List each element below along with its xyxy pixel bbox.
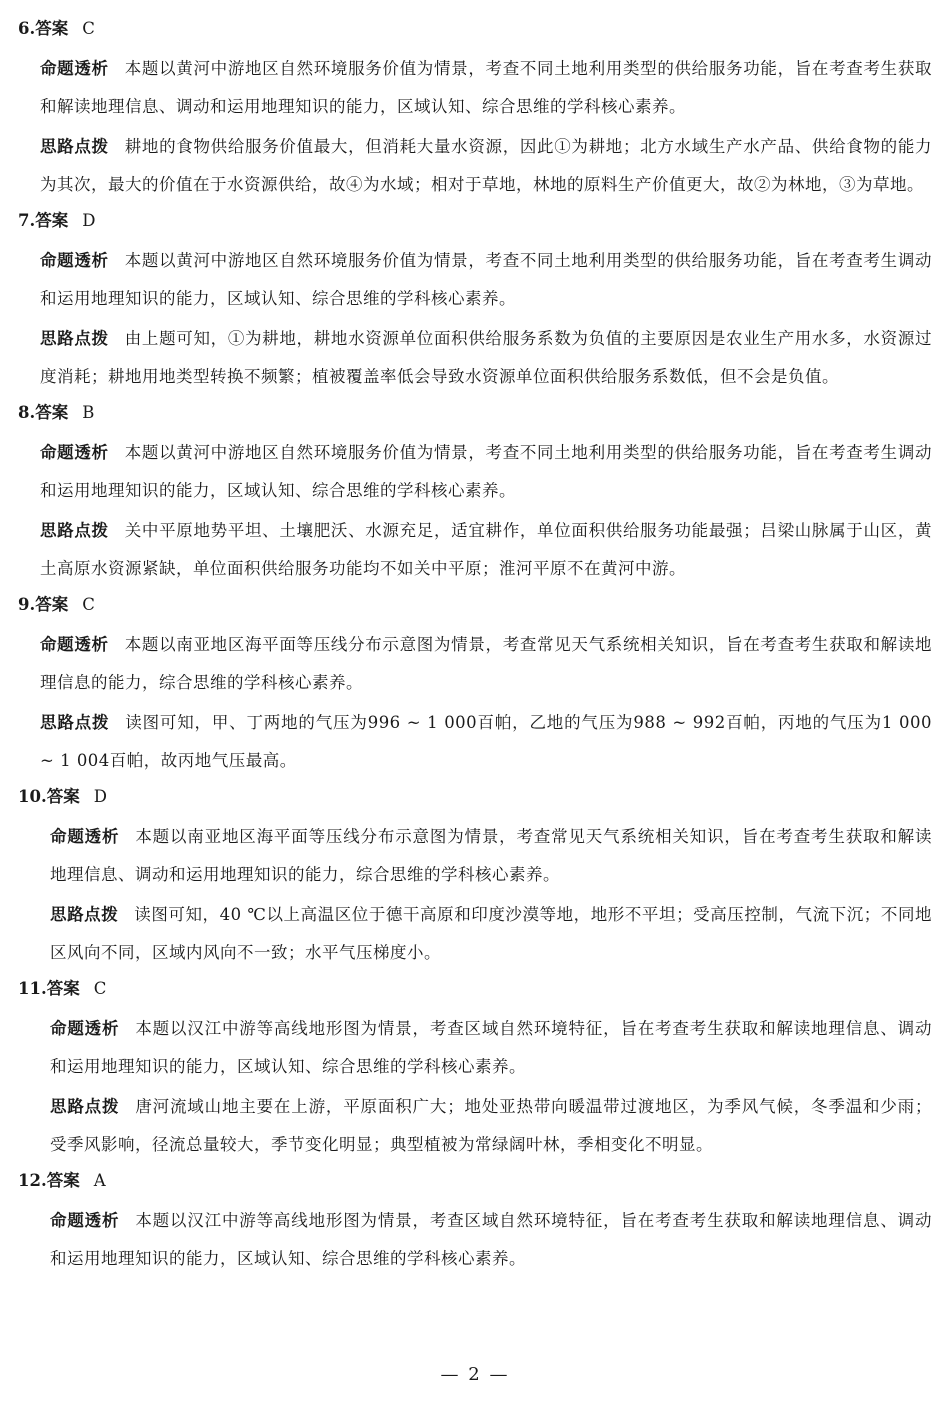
answer-label: 答案 — [46, 979, 80, 998]
intent-label: 命题透析 — [40, 59, 109, 78]
answer-line — [18, 1166, 932, 1196]
intent-label: 命题透析 — [50, 1211, 120, 1230]
answer-value: C — [93, 979, 107, 998]
hint-paragraph — [18, 704, 932, 780]
intent-label: 命题透析 — [40, 251, 109, 270]
hint-label: 思路点拨 — [40, 329, 109, 348]
hint-label: 思路点拨 — [40, 713, 110, 732]
answer-value: A — [93, 1171, 106, 1190]
hint-paragraph — [18, 512, 932, 588]
hint-label: 思路点拨 — [50, 1097, 120, 1116]
answer-value: D — [82, 211, 96, 230]
answer-value: C — [82, 595, 95, 614]
hint-label: 思路点拨 — [40, 521, 109, 540]
intent-paragraph — [18, 242, 932, 318]
intent-paragraph — [18, 626, 932, 702]
intent-text: 本题以黄河中游地区自然环境服务价值为情景，考查不同土地利用类型的供给服务功能，旨在考查考生调动和运用地理知识的能力，区域认知、综合思维的学科核心素养。 — [40, 251, 933, 308]
answer-line — [18, 206, 932, 236]
intent-text: 本题以黄河中游地区自然环境服务价值为情景，考查不同土地利用类型的供给服务功能，旨在考查考生获取和解读地理信息、调动和运用地理知识的能力，区域认知、综合思维的学科核心素养。 — [40, 59, 933, 116]
answer-label: 答案 — [46, 787, 80, 806]
answer-label: 答案 — [35, 403, 69, 422]
answer-label: 答案 — [35, 595, 69, 614]
hint-text: 耕地的食物供给服务价值最大，但消耗大量水资源，因此①为耕地；北方水域生产水产品、供给食物的能力为其次，最大的价值在于水资源供给，故④为水域；相对于草地，林地的原料生产价值更大，故②为林地，③为草地。 — [40, 137, 933, 194]
answer-key-page — [18, 14, 932, 1280]
intent-label: 命题透析 — [50, 1019, 120, 1038]
answer-line — [18, 974, 932, 1004]
intent-label: 命题透析 — [40, 443, 109, 462]
answer-item-7 — [18, 206, 932, 396]
intent-paragraph — [18, 1202, 932, 1278]
intent-text: 本题以黄河中游地区自然环境服务价值为情景，考查不同土地利用类型的供给服务功能，旨在考查考生调动和运用地理知识的能力，区域认知、综合思维的学科核心素养。 — [40, 443, 933, 500]
answer-line — [18, 782, 932, 812]
hint-paragraph — [18, 1088, 932, 1164]
question-number: 10. — [18, 787, 47, 806]
answer-label: 答案 — [35, 19, 69, 38]
intent-paragraph — [18, 50, 932, 126]
answer-line — [18, 590, 932, 620]
question-number: 9. — [18, 595, 36, 614]
question-number: 6. — [18, 19, 36, 38]
answer-line — [18, 14, 932, 44]
question-number: 7. — [18, 211, 36, 230]
intent-text: 本题以南亚地区海平面等压线分布示意图为情景，考查常见天气系统相关知识，旨在考查考生获取和解读地理信息的能力，综合思维的学科核心素养。 — [40, 635, 933, 692]
answer-item-10 — [18, 782, 932, 972]
answer-value: D — [93, 787, 107, 806]
hint-paragraph — [18, 128, 932, 204]
answer-item-9 — [18, 590, 932, 780]
question-number: 8. — [18, 403, 36, 422]
hint-text: 由上题可知，①为耕地，耕地水资源单位面积供给服务系数为负值的主要原因是农业生产用水多，水资源过度消耗；耕地用地类型转换不频繁；植被覆盖率低会导致水资源单位面积供给服务系数低，但不会是负值。 — [40, 329, 933, 386]
intent-paragraph — [18, 434, 932, 510]
hint-paragraph — [18, 896, 932, 972]
answer-item-11 — [18, 974, 932, 1164]
intent-text: 本题以汉江中游等高线地形图为情景，考查区域自然环境特征，旨在考查考生获取和解读地理信息、调动和运用地理知识的能力，区域认知、综合思维的学科核心素养。 — [50, 1211, 933, 1268]
answer-label: 答案 — [46, 1171, 80, 1190]
answer-value: C — [82, 19, 95, 38]
intent-text: 本题以汉江中游等高线地形图为情景，考查区域自然环境特征，旨在考查考生获取和解读地理信息、调动和运用地理知识的能力，区域认知、综合思维的学科核心素养。 — [50, 1019, 933, 1076]
hint-text: 读图可知，甲、丁两地的气压为996 ~ 1 000百帕，乙地的气压为988 ~ 992百帕，丙地的气压为1 000 ~ 1 004百帕，故丙地气压最高。 — [40, 713, 932, 770]
hint-text: 关中平原地势平坦、土壤肥沃、水源充足，适宜耕作，单位面积供给服务功能最强；吕梁山脉属于山区，黄土高原水资源紧缺，单位面积供给服务功能均不如关中平原；淮河平原不在黄河中游。 — [40, 521, 933, 578]
hint-text: 唐河流域山地主要在上游，平原面积广大；地处亚热带向暖温带过渡地区，为季风气候，冬季温和少雨；受季风影响，径流总量较大，季节变化明显；典型植被为常绿阔叶林，季相变化不明显。 — [50, 1097, 933, 1154]
intent-paragraph — [18, 818, 932, 894]
answer-value: B — [82, 403, 95, 422]
page-number: — 2 — — [440, 1364, 510, 1385]
intent-paragraph — [18, 1010, 932, 1086]
intent-text: 本题以南亚地区海平面等压线分布示意图为情景，考查常见天气系统相关知识，旨在考查考生获取和解读地理信息、调动和运用地理知识的能力，综合思维的学科核心素养。 — [50, 827, 933, 884]
answer-item-8 — [18, 398, 932, 588]
hint-text: 读图可知，40 ℃以上高温区位于德干高原和印度沙漠等地，地形不平坦；受高压控制，气流下沉；不同地区风向不同，区域内风向不一致；水平气压梯度小。 — [50, 905, 933, 962]
answer-label: 答案 — [35, 211, 69, 230]
answer-item-6 — [18, 14, 932, 204]
intent-label: 命题透析 — [40, 635, 109, 654]
hint-paragraph — [18, 320, 932, 396]
hint-label: 思路点拨 — [40, 137, 109, 156]
question-number: 11. — [18, 979, 47, 998]
answer-item-12 — [18, 1166, 932, 1278]
hint-label: 思路点拨 — [50, 905, 119, 924]
question-number: 12. — [18, 1171, 47, 1190]
intent-label: 命题透析 — [50, 827, 120, 846]
answer-line — [18, 398, 932, 428]
